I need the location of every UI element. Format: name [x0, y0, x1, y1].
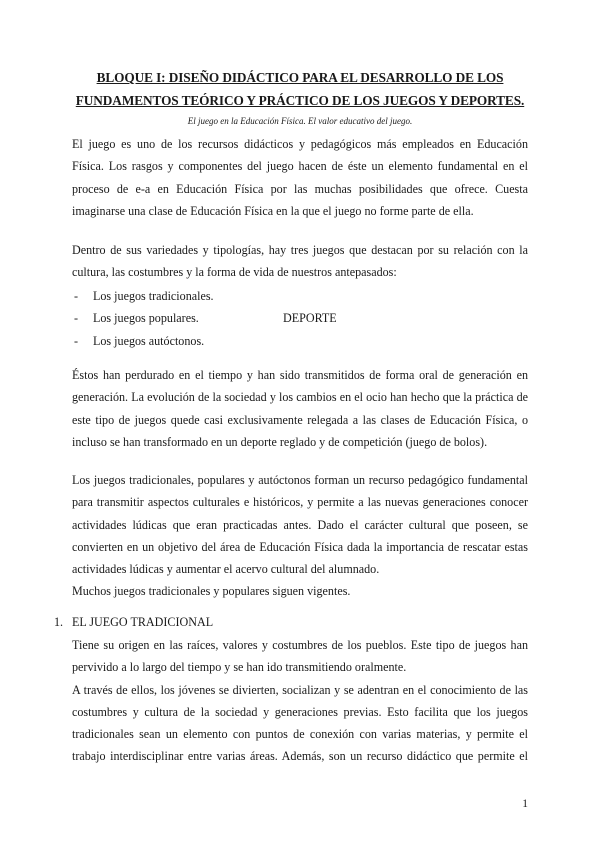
paragraph-line: cultura, las costumbres y la forma de vida de nuestros antepasados:	[72, 265, 397, 280]
paragraph-line: este tipo de juegos quede casi exclusivamente relegada a las clases de Educación Física, o	[72, 412, 528, 427]
section-heading	[54, 612, 213, 632]
paragraph-traditional	[72, 634, 528, 768]
paragraph-line: A través de ellos, los jóvenes se divierten, socializan y se adentran en el conocimiento de las	[72, 682, 528, 697]
paragraph-line: trabajo interdisciplinar entre varias áreas. Además, son un recurso didáctico que permite el	[72, 749, 528, 764]
deporte-label: DEPORTE	[283, 311, 337, 325]
list-item-text: Los juegos populares.	[93, 311, 199, 326]
list-item	[72, 285, 528, 307]
paragraph-line: proceso de e-a en Educación Física por las muchas posibilidades que ofrece. Cuesta	[72, 181, 528, 196]
paragraph-line: para transmitir aspectos culturales e históricos, y permite a las nuevas generaciones conocer	[72, 495, 528, 510]
paragraph-intro	[72, 133, 528, 222]
page-number: 1	[522, 798, 528, 810]
section-title: EL JUEGO TRADICIONAL	[72, 615, 214, 629]
list-dash: -	[74, 289, 79, 303]
paragraph-varieties	[72, 239, 528, 284]
paragraph-line: Los juegos tradicionales, populares y autóctonos forman un recurso pedagógico fundamental	[72, 473, 528, 487]
paragraph-line: Física. Los rasgos y componentes del juego hacen de éste un elemento fundamental en el	[72, 159, 528, 174]
list-item-text: Los juegos tradicionales.	[93, 289, 214, 303]
paragraph-line: generación. La evolución de la sociedad y los cambios en el ocio han hecho que la práctica de	[72, 390, 528, 405]
paragraph-line: costumbres y cultura de la sociedad y generaciones previas. Esto facilita que los juegos	[72, 704, 528, 719]
paragraph-line: convierten en un objetivo del área de Educación Física dada la importancia de rescatar estas	[72, 539, 528, 554]
paragraph-cultural	[72, 469, 528, 603]
paragraph-line: Tiene su origen en las raíces, valores y costumbres de los pueblos. Este tipo de juegos han	[72, 638, 528, 652]
paragraph-line: incluso se han transformado en un deporte reglado y de competición (juego de bolos).	[72, 434, 488, 449]
paragraph-line: tradicionales sean un elemento con puntos de conexión con varias materias, y permite el	[72, 727, 528, 742]
paragraph-line: Éstos han perdurado en el tiempo y han sido transmitidos de forma oral de generación en	[72, 368, 528, 382]
list-item	[72, 330, 528, 352]
paragraph-line: pervivido a lo largo del tiempo y se han ido transmitiendo oralmente.	[72, 660, 407, 675]
paragraph-evolution	[72, 364, 528, 453]
paragraph-line: actividades lúdicas que eran practicadas antes. Dado el carácter cultural que poseen, se	[72, 517, 528, 532]
paragraph-line: Dentro de sus variedades y tipologías, hay tres juegos que destacan por su relación con la	[72, 243, 528, 257]
paragraph-line: imaginarse una clase de Educación Física en la que el juego no forme parte de ella.	[72, 203, 474, 218]
list-item-text: Los juegos autóctonos.	[93, 333, 205, 348]
document-title-line-1: BLOQUE I: DISEÑO DIDÁCTICO PARA EL DESARROLLO DE LOS	[96, 70, 504, 85]
list-dash: -	[74, 333, 79, 348]
paragraph-line: El juego es uno de los recursos didácticos y pedagógicos más empleados en Educación	[72, 137, 528, 151]
paragraph-line: actividades lúdicas y aumentar el acervo cultural del alumnado.	[72, 562, 380, 577]
list-dash: -	[74, 311, 79, 326]
paragraph-line: Muchos juegos tradicionales y populares siguen vigentes.	[72, 584, 351, 599]
document-title-line-2: FUNDAMENTOS TEÓRICO Y PRÁCTICO DE LOS JUEGOS Y DEPORTES.	[75, 93, 525, 108]
section-number: 1.	[54, 615, 64, 629]
document-subtitle: El juego en la Educación Física. El valor educativo del juego.	[187, 116, 413, 126]
